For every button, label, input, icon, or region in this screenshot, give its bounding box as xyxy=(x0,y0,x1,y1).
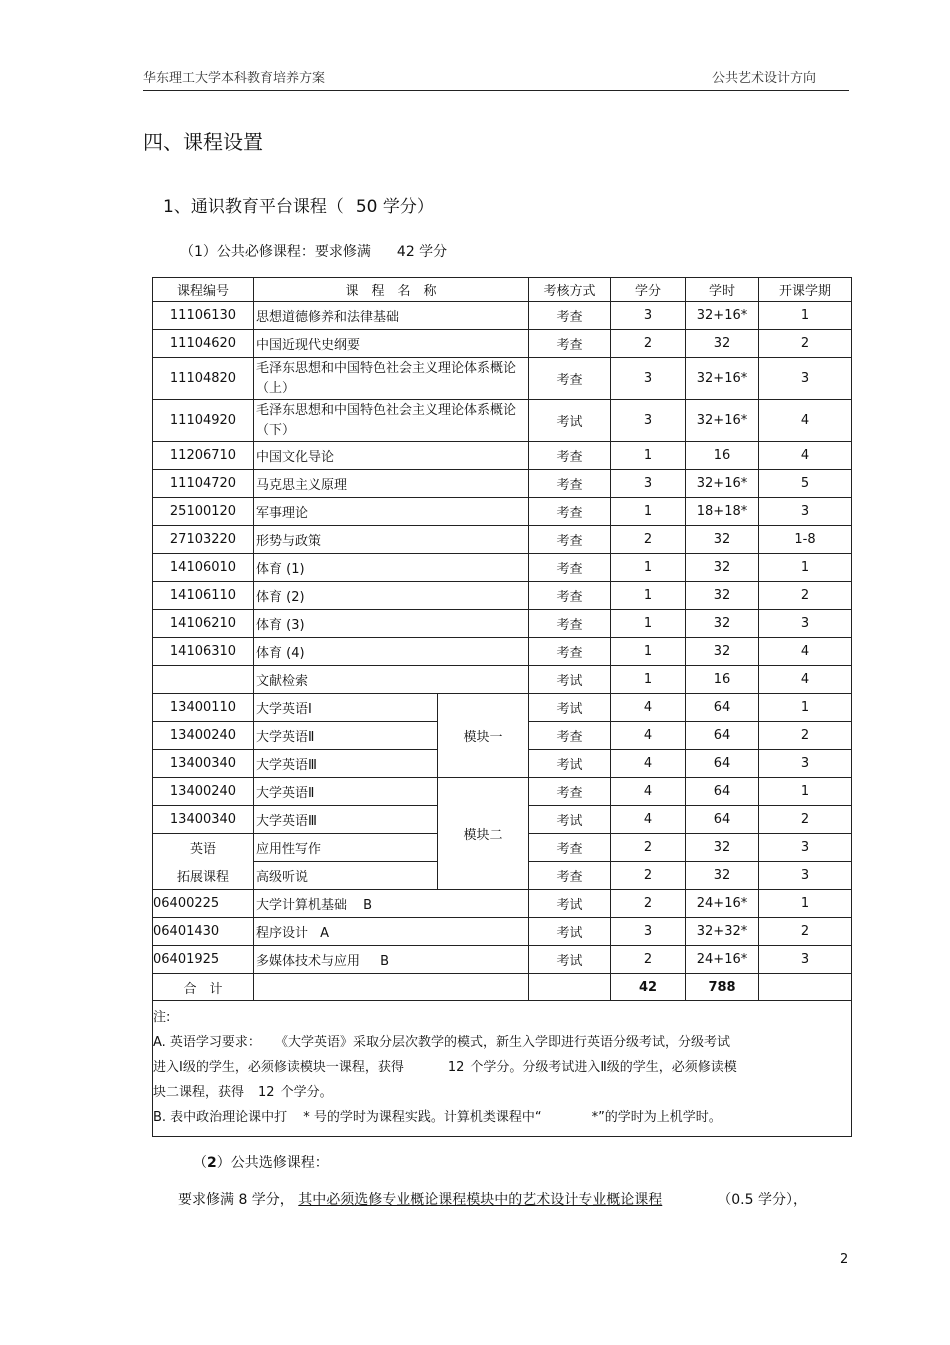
credits: 2 xyxy=(611,890,686,918)
assessment: 考试 xyxy=(529,400,611,442)
note-a-line-2 xyxy=(153,1055,849,1080)
course-code: 06400225 xyxy=(153,890,254,918)
note-a-text: 《大学英语》采取分层次教学的模式，新生入学即进行英语分级考试，分级考试 xyxy=(274,1035,730,1050)
course-code: 13400110 xyxy=(153,694,254,722)
note-b xyxy=(153,1105,849,1130)
semester: 3 xyxy=(759,358,852,400)
assessment: 考查 xyxy=(529,470,611,498)
course-name: 大学英语Ⅱ xyxy=(254,778,438,806)
credits: 3 xyxy=(611,302,686,330)
credits: 3 xyxy=(611,918,686,946)
credits: 4 xyxy=(611,778,686,806)
semester: 4 xyxy=(759,666,852,694)
course-code: 13400240 xyxy=(153,778,254,806)
assessment: 考查 xyxy=(529,610,611,638)
header-program-direction: 公共艺术设计方向 xyxy=(712,71,817,86)
note-a-text: 进入Ⅰ级的学生，必须修读模块一课程，获得 xyxy=(153,1060,404,1075)
semester: 4 xyxy=(759,400,852,442)
subsection-credits: 50 学分） xyxy=(355,197,434,217)
assessment: 考查 xyxy=(529,442,611,470)
credits: 1 xyxy=(611,638,686,666)
course-name: 大学英语Ⅲ xyxy=(254,750,438,778)
hours: 32+32* xyxy=(686,918,759,946)
hours: 32+16* xyxy=(686,302,759,330)
hours: 32 xyxy=(686,582,759,610)
semester: 4 xyxy=(759,638,852,666)
credits: 2 xyxy=(611,834,686,862)
assessment: 考试 xyxy=(529,946,611,974)
elective-requirement xyxy=(178,1189,807,1209)
course-name: 思想道德修养和法律基础 xyxy=(254,302,529,330)
course-name: 形势与政策 xyxy=(254,526,529,554)
elective-title-text: ）公共选修课程： xyxy=(216,1155,329,1171)
assessment: 考查 xyxy=(529,862,611,890)
assessment: 考查 xyxy=(529,498,611,526)
table-row xyxy=(153,554,852,582)
course-name: 高级听说 xyxy=(254,862,438,890)
assessment: 考试 xyxy=(529,666,611,694)
assessment: 考试 xyxy=(529,694,611,722)
total-empty-cell xyxy=(254,974,529,1001)
course-code: 13400340 xyxy=(153,750,254,778)
course-name-text: 多媒体技术与应用 xyxy=(256,954,361,969)
course-code: 英语 xyxy=(153,834,254,862)
course-level: B xyxy=(380,954,390,969)
course-level: A xyxy=(320,926,330,941)
semester: 3 xyxy=(759,750,852,778)
elective-requirement-underlined: 其中必须选修专业概论课程模块中的艺术设计专业概论课程 xyxy=(298,1192,663,1208)
course-level: B xyxy=(363,898,373,913)
note-a-label: A. 英语学习要求： xyxy=(153,1035,261,1050)
hours: 32 xyxy=(686,638,759,666)
course-code: 11206710 xyxy=(153,442,254,470)
hours: 64 xyxy=(686,750,759,778)
note-a-line-1 xyxy=(153,1030,849,1055)
requirement-title-text: （1）公共必修课程：要求修满 xyxy=(180,244,371,260)
page-number: 2 xyxy=(840,1252,849,1267)
course-name xyxy=(254,918,529,946)
header-cell: 开课学期 xyxy=(759,278,852,302)
table-row xyxy=(153,638,852,666)
course-name: 大学英语Ⅱ xyxy=(254,722,438,750)
header-cell: 考核方式 xyxy=(529,278,611,302)
note-a-credit-number: 12 xyxy=(447,1060,465,1075)
semester: 2 xyxy=(759,918,852,946)
table-row xyxy=(153,694,852,722)
semester: 1 xyxy=(759,694,852,722)
course-code: 27103220 xyxy=(153,526,254,554)
credits: 2 xyxy=(611,526,686,554)
assessment: 考试 xyxy=(529,890,611,918)
assessment: 考查 xyxy=(529,722,611,750)
elective-title-number: 2 xyxy=(207,1155,217,1171)
hours: 32+16* xyxy=(686,470,759,498)
total-row xyxy=(153,974,852,1001)
note-a-text: 个学分。分级考试进入Ⅱ级的学生，必须修读模 xyxy=(470,1060,737,1075)
course-code: 拓展课程 xyxy=(153,862,254,890)
semester: 2 xyxy=(759,582,852,610)
note-b-text: * 号的学时为课程实践。计算机类课程中“ xyxy=(303,1110,542,1125)
course-name xyxy=(254,946,529,974)
credits: 4 xyxy=(611,750,686,778)
semester: 2 xyxy=(759,722,852,750)
credits: 1 xyxy=(611,498,686,526)
course-name: 马克思主义原理 xyxy=(254,470,529,498)
course-code: 11106130 xyxy=(153,302,254,330)
credits: 4 xyxy=(611,806,686,834)
semester: 4 xyxy=(759,442,852,470)
assessment: 考查 xyxy=(529,330,611,358)
assessment: 考试 xyxy=(529,806,611,834)
hours: 16 xyxy=(686,442,759,470)
notes-cell xyxy=(153,1001,852,1137)
table-header-row xyxy=(153,278,852,302)
course-name: 中国近现代史纲要 xyxy=(254,330,529,358)
course-code: 06401430 xyxy=(153,918,254,946)
course-code: 14106010 xyxy=(153,554,254,582)
hours: 64 xyxy=(686,778,759,806)
course-code: 11104920 xyxy=(153,400,254,442)
course-name: 毛泽东思想和中国特色社会主义理论体系概论（上） xyxy=(254,358,529,400)
credits: 3 xyxy=(611,400,686,442)
table-row xyxy=(153,666,852,694)
header-divider xyxy=(143,90,849,91)
table-row xyxy=(153,946,852,974)
course-name: 中国文化导论 xyxy=(254,442,529,470)
course-code: 06401925 xyxy=(153,946,254,974)
course-name: 体育 (4) xyxy=(254,638,529,666)
course-name: 毛泽东思想和中国特色社会主义理论体系概论（下） xyxy=(254,400,529,442)
course-name: 军事理论 xyxy=(254,498,529,526)
credits: 1 xyxy=(611,610,686,638)
semester: 2 xyxy=(759,806,852,834)
section-title: 四、课程设置 xyxy=(143,130,263,154)
semester: 1-8 xyxy=(759,526,852,554)
table-row xyxy=(153,526,852,554)
hours: 16 xyxy=(686,666,759,694)
hours: 64 xyxy=(686,806,759,834)
course-code: 14106310 xyxy=(153,638,254,666)
header-cell: 学时 xyxy=(686,278,759,302)
assessment: 考查 xyxy=(529,358,611,400)
semester: 1 xyxy=(759,778,852,806)
course-name: 大学英语Ⅰ xyxy=(254,694,438,722)
header-cell: 课 程 名 称 xyxy=(254,278,529,302)
credits: 4 xyxy=(611,694,686,722)
course-name: 体育 (2) xyxy=(254,582,529,610)
assessment: 考查 xyxy=(529,582,611,610)
course-name: 体育 (1) xyxy=(254,554,529,582)
notes-heading: 注: xyxy=(153,1010,171,1025)
credits: 2 xyxy=(611,862,686,890)
course-table xyxy=(152,277,852,1137)
semester: 3 xyxy=(759,498,852,526)
course-name: 大学英语Ⅲ xyxy=(254,806,438,834)
requirement-title xyxy=(180,241,447,261)
assessment: 考查 xyxy=(529,834,611,862)
elective-requirement-text: 要求修满 8 学分， xyxy=(178,1192,294,1208)
course-name xyxy=(254,890,529,918)
credits: 2 xyxy=(611,330,686,358)
table-row xyxy=(153,778,852,806)
credits: 3 xyxy=(611,470,686,498)
subsection-title-text: 1、通识教育平台课程（ xyxy=(163,197,344,217)
credits: 1 xyxy=(611,554,686,582)
course-code: 14106210 xyxy=(153,610,254,638)
total-empty-cell xyxy=(529,974,611,1001)
total-label: 合 计 xyxy=(153,974,254,1001)
elective-title-prefix: （ xyxy=(193,1155,207,1171)
note-b-star: * xyxy=(591,1110,599,1125)
header-cell: 学分 xyxy=(611,278,686,302)
subsection-title xyxy=(163,192,434,217)
table-row xyxy=(153,400,852,442)
note-a-credit-number: 12 xyxy=(258,1085,275,1100)
assessment: 考查 xyxy=(529,638,611,666)
table-row xyxy=(153,442,852,470)
module-label: 模块二 xyxy=(438,778,529,890)
table-row xyxy=(153,610,852,638)
table-row xyxy=(153,330,852,358)
hours: 24+16* xyxy=(686,946,759,974)
header-cell: 课程编号 xyxy=(153,278,254,302)
total-credits: 42 xyxy=(611,974,686,1001)
total-hours: 788 xyxy=(686,974,759,1001)
hours: 32 xyxy=(686,834,759,862)
course-code xyxy=(153,666,254,694)
course-code: 11104620 xyxy=(153,330,254,358)
table-row xyxy=(153,918,852,946)
semester: 1 xyxy=(759,302,852,330)
elective-title xyxy=(193,1152,329,1172)
table-row xyxy=(153,582,852,610)
credits: 1 xyxy=(611,582,686,610)
header-document-title: 华东理工大学本科教育培养方案 xyxy=(143,71,326,86)
semester: 1 xyxy=(759,890,852,918)
course-code: 11104820 xyxy=(153,358,254,400)
hours: 32 xyxy=(686,526,759,554)
hours: 32+16* xyxy=(686,358,759,400)
notes-row xyxy=(153,1001,852,1137)
course-code: 14106110 xyxy=(153,582,254,610)
course-code: 11104720 xyxy=(153,470,254,498)
table-row xyxy=(153,498,852,526)
note-a-text: 个学分。 xyxy=(280,1085,333,1100)
assessment: 考试 xyxy=(529,750,611,778)
hours: 64 xyxy=(686,694,759,722)
assessment: 考查 xyxy=(529,302,611,330)
hours: 24+16* xyxy=(686,890,759,918)
note-a-text: 块二课程，获得 xyxy=(153,1085,245,1100)
course-name-text: 程序设计 xyxy=(256,926,309,941)
credits: 4 xyxy=(611,722,686,750)
course-code: 13400240 xyxy=(153,722,254,750)
table-row xyxy=(153,302,852,330)
requirement-credits: 42 学分 xyxy=(396,244,448,260)
credits: 1 xyxy=(611,666,686,694)
hours: 32+16* xyxy=(686,400,759,442)
note-b-text: B. 表中政治理论课中打 xyxy=(153,1110,288,1125)
credits: 1 xyxy=(611,442,686,470)
semester: 1 xyxy=(759,554,852,582)
assessment: 考试 xyxy=(529,918,611,946)
semester: 3 xyxy=(759,862,852,890)
semester: 3 xyxy=(759,610,852,638)
semester: 3 xyxy=(759,834,852,862)
course-name: 文献检索 xyxy=(254,666,529,694)
table-row xyxy=(153,358,852,400)
course-code: 13400340 xyxy=(153,806,254,834)
course-name: 应用性写作 xyxy=(254,834,438,862)
course-name-text: 大学计算机基础 xyxy=(256,898,348,913)
semester: 3 xyxy=(759,946,852,974)
credits: 3 xyxy=(611,358,686,400)
table-row xyxy=(153,890,852,918)
assessment: 考查 xyxy=(529,554,611,582)
assessment: 考查 xyxy=(529,778,611,806)
hours: 32 xyxy=(686,862,759,890)
table-row xyxy=(153,470,852,498)
note-a-line-3 xyxy=(153,1080,849,1105)
hours: 32 xyxy=(686,610,759,638)
assessment: 考查 xyxy=(529,526,611,554)
course-name: 体育 (3) xyxy=(254,610,529,638)
hours: 64 xyxy=(686,722,759,750)
hours: 32 xyxy=(686,554,759,582)
hours: 32 xyxy=(686,330,759,358)
elective-requirement-credits: （0.5 学分）， xyxy=(717,1192,807,1208)
course-code: 25100120 xyxy=(153,498,254,526)
module-label: 模块一 xyxy=(438,694,529,778)
credits: 2 xyxy=(611,946,686,974)
semester: 2 xyxy=(759,330,852,358)
note-b-text: ”的学时为上机学时。 xyxy=(598,1110,722,1125)
hours: 18+18* xyxy=(686,498,759,526)
total-empty-cell xyxy=(759,974,852,1001)
semester: 5 xyxy=(759,470,852,498)
